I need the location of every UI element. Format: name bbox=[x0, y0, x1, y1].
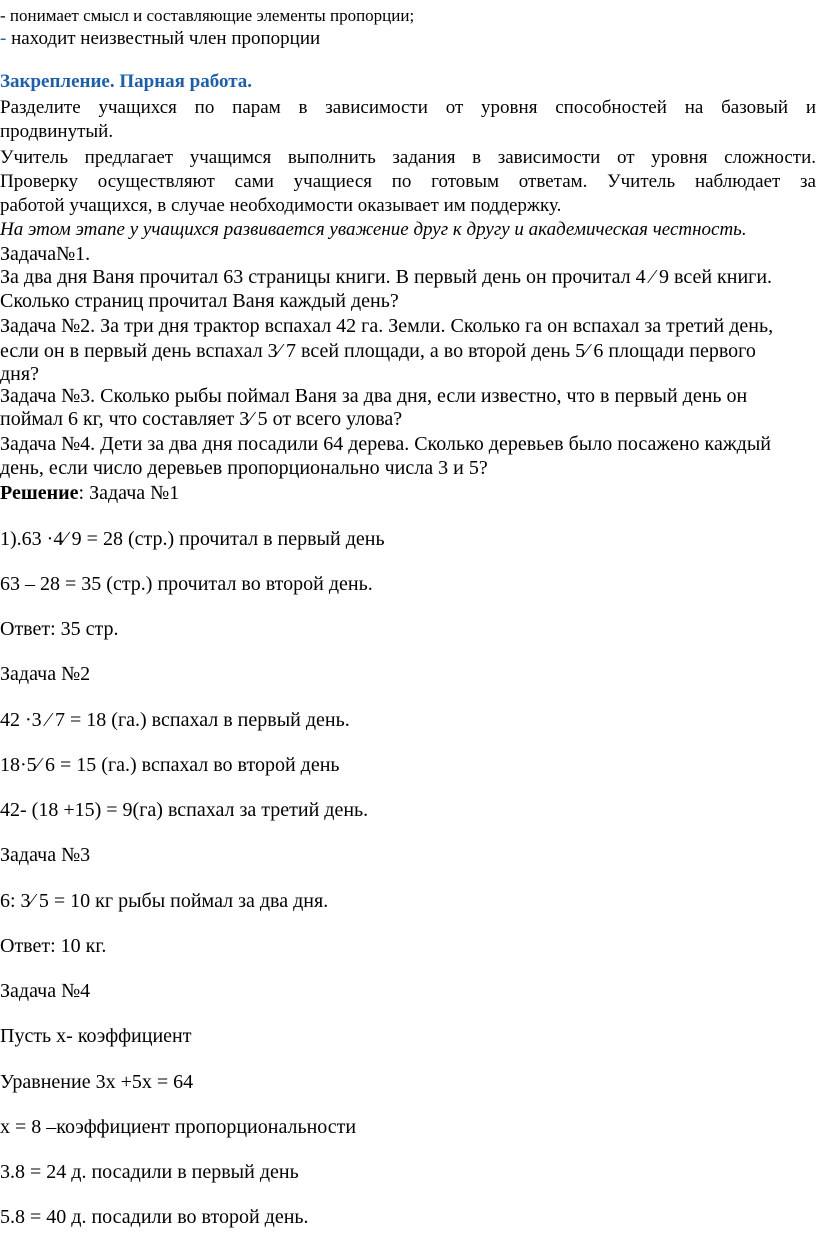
solution-3-line-1: 6: 3⁄ 5 = 10 кг рыбы поймал за два дня. bbox=[0, 890, 329, 912]
task-1-line-1: За два дня Ваня прочитал 63 страницы книги. В первый день он прочитал 4 ⁄ 9 всей книги. bbox=[0, 266, 773, 288]
paragraph-1-line-1: Разделите учащихся по парам в зависимости от уровня способностей на базовый и bbox=[0, 97, 816, 118]
task-4-line-1: Задача №4. Дети за два дня посадили 64 дерева. Сколько деревьев было посажено каждый bbox=[0, 433, 771, 455]
objective-item-2 bbox=[0, 27, 320, 51]
objective-dash: - bbox=[0, 28, 7, 49]
solution-4-line-3: х = 8 –коэффициент пропорциональности bbox=[0, 1116, 357, 1138]
solution-2-line-3: 42- (18 +15) = 9(га) вспахал за третий день. bbox=[0, 799, 369, 821]
solution-2-line-1: 42 ·3 ⁄ 7 = 18 (га.) вспахал в первый день. bbox=[0, 709, 350, 731]
solution-4-line-2: Уравнение 3х +5х = 64 bbox=[0, 1071, 194, 1093]
solution-3-title: Задача №3 bbox=[0, 844, 91, 866]
section-heading: Закрепление. Парная работа. bbox=[0, 71, 253, 92]
solution-4-line-1: Пусть х- коэффициент bbox=[0, 1025, 192, 1047]
paragraph-2-line-3: работой учащихся, в случае необходимости оказывает им поддержку. bbox=[0, 195, 562, 216]
solution-label-rest: : Задача №1 bbox=[78, 482, 180, 504]
solution-2-title: Задача №2 bbox=[0, 663, 91, 685]
task-3-line-1: Задача №3. Сколько рыбы поймал Ваня за два дня, если известно, что в первый день он bbox=[0, 385, 748, 407]
solution-4-title: Задача №4 bbox=[0, 980, 91, 1002]
objective-item-1: - понимает смысл и составляющие элементы пропорции; bbox=[0, 6, 415, 25]
solution-3-answer: Ответ: 10 кг. bbox=[0, 935, 107, 957]
solution-4-line-5: 5.8 = 40 д. посадили во второй день. bbox=[0, 1206, 309, 1228]
task-1-line-2: Сколько страниц прочитал Ваня каждый день? bbox=[0, 290, 399, 312]
task-2-line-3: дня? bbox=[0, 363, 39, 385]
task-2-line-1: Задача №2. За три дня трактор вспахал 42 га. Земли. Сколько га он вспахал за третий день, bbox=[0, 315, 774, 337]
task-1-title: Задача№1. bbox=[0, 243, 91, 265]
task-3-line-2: поймал 6 кг, что составляет 3⁄ 5 от всего улова? bbox=[0, 408, 403, 430]
objective-item-2-text: находит неизвестный член пропорции bbox=[6, 28, 321, 49]
paragraph-1-line-2: продвинутый. bbox=[0, 121, 114, 142]
italic-note: На этом этапе у учащихся развивается уважение друг к другу и академическая честность. bbox=[0, 219, 747, 240]
paragraph-2-line-2: Проверку осуществляют сами учащиеся по готовым ответам. Учитель наблюдает за bbox=[0, 171, 816, 192]
solution-1-answer: Ответ: 35 стр. bbox=[0, 618, 119, 640]
solution-heading bbox=[0, 481, 179, 505]
task-4-line-2: день, если число деревьев пропорционально числа 3 и 5? bbox=[0, 457, 488, 479]
paragraph-2-line-1: Учитель предлагает учащимся выполнить задания в зависимости от уровня сложности. bbox=[0, 147, 816, 168]
solution-1-line-1: 1).63 ·4⁄ 9 = 28 (стр.) прочитал в первый день bbox=[0, 528, 385, 550]
solution-label: Решение bbox=[0, 482, 79, 504]
solution-1-line-2: 63 – 28 = 35 (стр.) прочитал во второй день. bbox=[0, 573, 373, 595]
solution-4-line-4: 3.8 = 24 д. посадили в первый день bbox=[0, 1161, 299, 1183]
task-2-line-2: если он в первый день вспахал 3⁄ 7 всей площади, а во второй день 5⁄ 6 площади первого bbox=[0, 340, 756, 362]
solution-2-line-2: 18·5⁄ 6 = 15 (га.) вспахал во второй день bbox=[0, 754, 340, 776]
